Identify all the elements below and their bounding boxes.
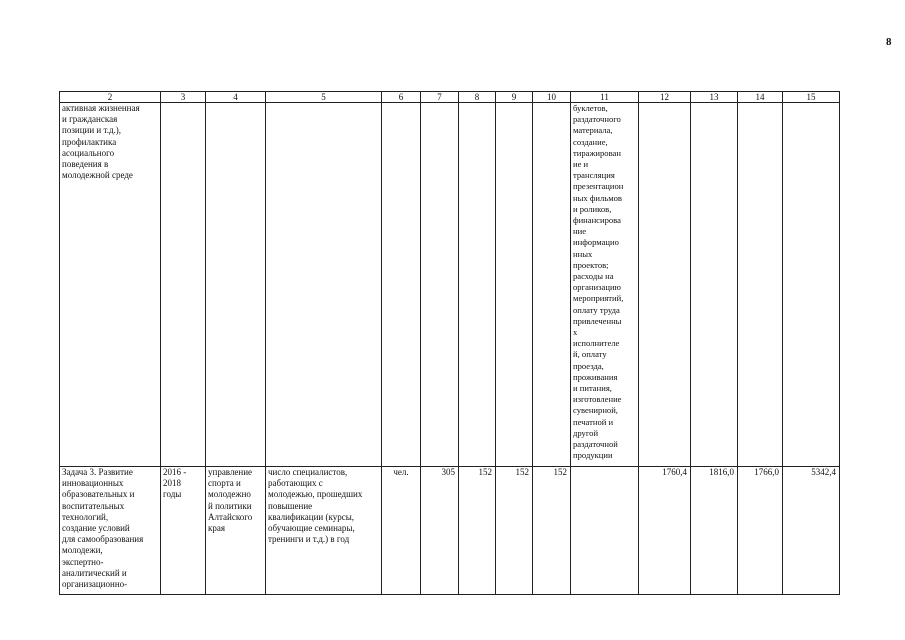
- row1-col2: активная жизненная и гражданская позиции и т.д.), профилактика асоциального поведения в молодежной среде: [60, 103, 161, 467]
- table-row: [60, 467, 840, 595]
- row1-col4: [206, 103, 266, 467]
- row2-col9: 152: [496, 467, 533, 595]
- header-row: [60, 92, 840, 103]
- row1-col3: [161, 103, 206, 467]
- row2-col12: 1760,4: [639, 467, 691, 595]
- row2-col8: 152: [459, 467, 496, 595]
- header-cell: 6: [382, 92, 421, 103]
- row2-col14: 1766,0: [738, 467, 783, 595]
- header-cell: 12: [639, 92, 691, 103]
- header-cell: 7: [421, 92, 459, 103]
- row2-col13: 1816,0: [691, 467, 738, 595]
- row1-col9: [496, 103, 533, 467]
- row2-col6: чел.: [382, 467, 421, 595]
- row1-col12: [639, 103, 691, 467]
- header-cell: 13: [691, 92, 738, 103]
- row2-col2: Задача 3. Развитие инновационных образовательных и воспитательных технологий, создание условий для самообразования молодежи, экспертно- аналитический и организационно-: [60, 467, 161, 595]
- row2-col3: 2016 - 2018 годы: [161, 467, 206, 595]
- row1-col7: [421, 103, 459, 467]
- row1-col14: [738, 103, 783, 467]
- header-cell: 10: [533, 92, 571, 103]
- row2-col11: [571, 467, 639, 595]
- row2-col7: 305: [421, 467, 459, 595]
- header-cell: 11: [571, 92, 639, 103]
- page-number: 8: [886, 36, 892, 48]
- row1-col15: [783, 103, 840, 467]
- program-table: [59, 91, 840, 595]
- header-cell: 15: [783, 92, 840, 103]
- header-cell: 4: [206, 92, 266, 103]
- row1-col8: [459, 103, 496, 467]
- header-cell: 9: [496, 92, 533, 103]
- row1-col5: [266, 103, 382, 467]
- row1-col13: [691, 103, 738, 467]
- header-cell: 3: [161, 92, 206, 103]
- header-cell: 8: [459, 92, 496, 103]
- header-cell: 5: [266, 92, 382, 103]
- table-row: [60, 103, 840, 467]
- row2-col10: 152: [533, 467, 571, 595]
- row2-col4: управление спорта и молодежно й политики Алтайского края: [206, 467, 266, 595]
- row2-col5: число специалистов, работающих с молодежью, прошедших повышение квалификации (курсы, обучающие семинары, тренинги и т.д.) в год: [266, 467, 382, 595]
- header-cell: 14: [738, 92, 783, 103]
- row1-col6: [382, 103, 421, 467]
- row1-col10: [533, 103, 571, 467]
- row1-col11: буклетов, раздаточного материала, создание, тиражирован ие и трансляция презентацион ных фильмов и роликов, финансирова ние информацио нных проектов; расходы на организацию мероприятий, оплату труда привлеченны х исполнителе й, оплату проезда, проживания и питания, изготовление сувенирной, печатной и другой раздаточной продукции: [571, 103, 639, 467]
- header-cell: 2: [60, 92, 161, 103]
- row2-col15: 5342,4: [783, 467, 840, 595]
